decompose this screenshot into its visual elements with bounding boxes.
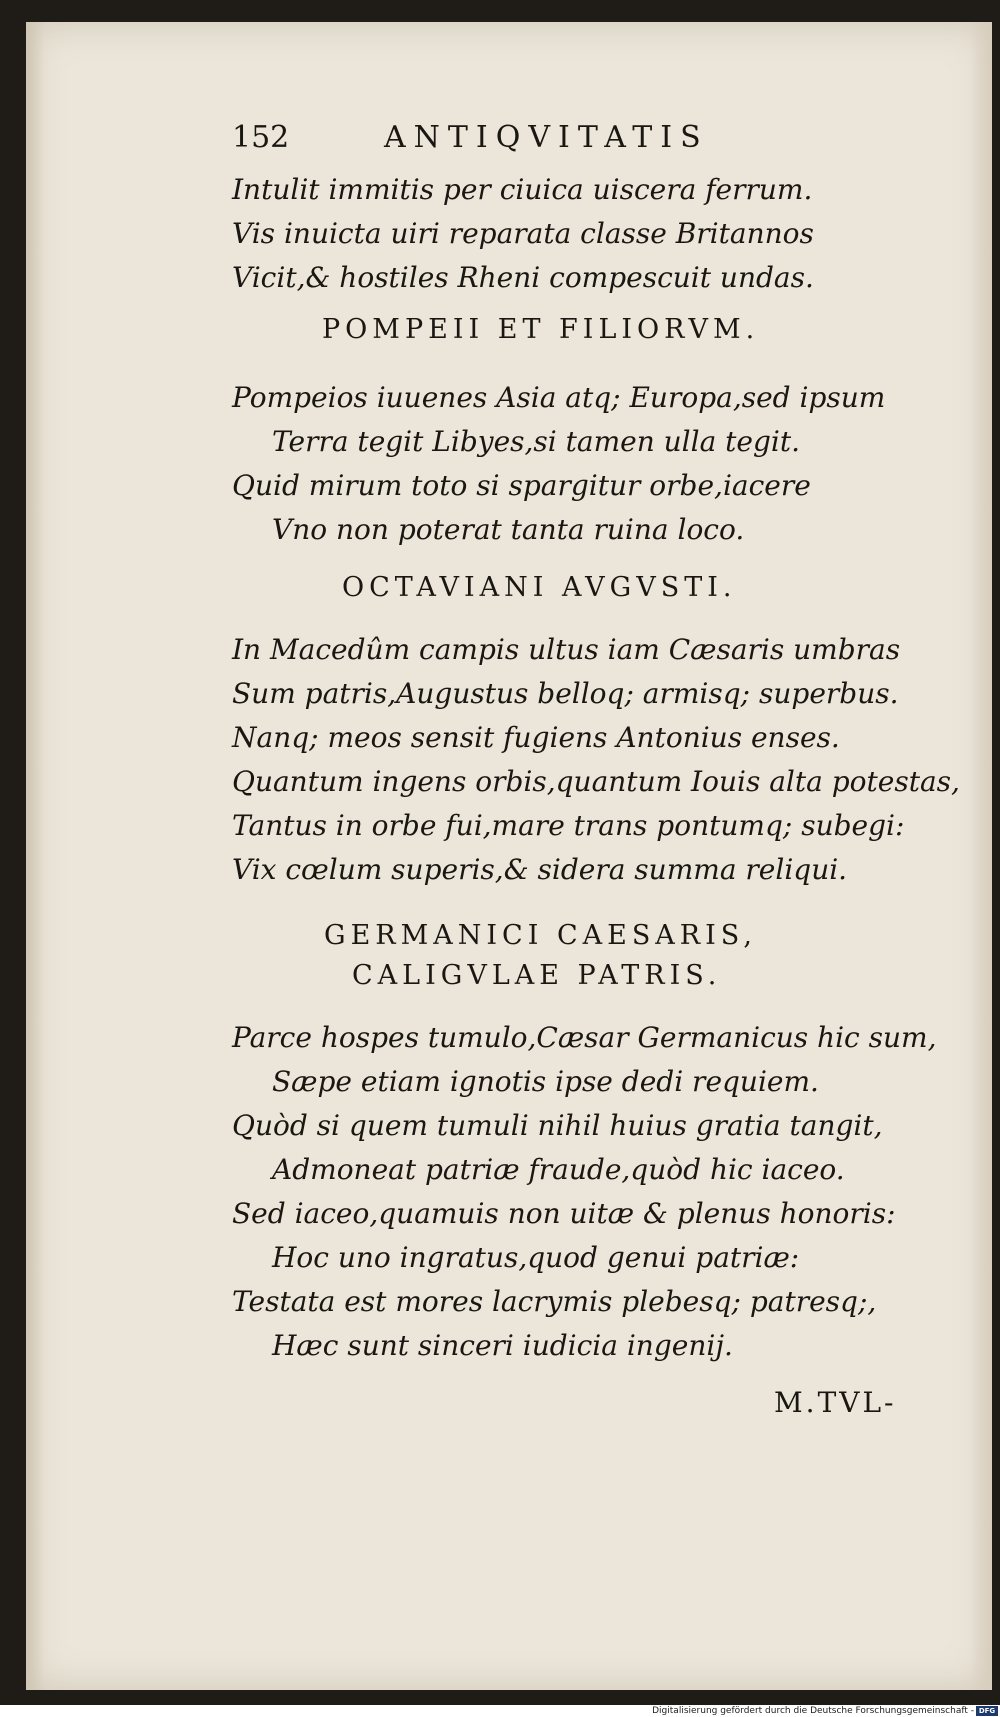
verse-line: Vix cœlum superis,& sidera summa reliqui. [232,853,848,886]
verse-line: Sæpe etiam ignotis ipse dedi requiem. [272,1065,819,1098]
section-heading-pompeii: POMPEII ET FILIORVM. [322,314,760,345]
verse-line: Parce hospes tumulo,Cæsar Germanicus hic sum, [232,1021,937,1054]
digitization-credit: Digitalisierung gefördert durch die Deutsche Forschungsgemeinschaft - [652,1706,974,1716]
verse-line: Terra tegit Libyes,si tamen ulla tegit. [272,425,801,458]
intro-verse [232,168,932,300]
verse-line: Tantus in orbe fui,mare trans pontumq; subegi: [232,809,905,842]
section-subheading-germanici: CALIGVLAE PATRIS. [352,960,722,991]
page-edge-shadow-right [970,22,992,1690]
verse-line: Pompeios iuuenes Asia atq; Europa,sed ipsum [232,381,886,414]
verse-line: Sum patris,Augustus belloq; armisq; superbus. [232,677,899,710]
digitization-footer [0,1705,1000,1717]
verse-line: Vicit,& hostiles Rheni compescuit undas. [232,261,814,294]
verse-line: Vno non poterat tanta ruina loco. [272,513,745,546]
verse-line: Nanq; meos sensit fugiens Antonius enses. [232,721,840,754]
verse-line: Quòd si quem tumuli nihil huius gratia tangit, [232,1109,883,1142]
verse-line: Testata est mores lacrymis plebesq; patresq;, [232,1285,877,1318]
page-text-block [232,120,960,1419]
verse-pompeii [232,376,932,552]
section-heading-germanici: GERMANICI CAESARIS, [324,920,757,951]
verse-line: Intulit immitis per ciuica uiscera ferrum. [232,173,813,206]
verse-line: Quid mirum toto si spargitur orbe,iacere [232,469,811,502]
dfg-logo-icon: DFG [976,1706,998,1716]
verse-line: Sed iaceo,quamuis non uitæ & plenus honoris: [232,1197,896,1230]
verse-line: In Macedûm campis ultus iam Cæsaris umbras [232,633,901,666]
verse-line: Admoneat patriæ fraude,quòd hic iaceo. [272,1153,845,1186]
page-edge-shadow-left [26,22,44,1690]
running-head-title: ANTIQVITATIS [384,120,709,155]
verse-octaviani [232,628,960,892]
page-number: 152 [232,120,290,155]
verse-line: Quantum ingens orbis,quantum Iouis alta potestas, [232,765,960,798]
verse-line: Hoc uno ingratus,quod genui patriæ: [272,1241,800,1274]
verse-line: Vis inuicta uiri reparata classe Britannos [232,217,814,250]
verse-line: Hæc sunt sinceri iudicia ingenij. [272,1329,733,1362]
section-heading-octaviani: OCTAVIANI AVGVSTI. [342,572,737,603]
verse-germanici [232,1016,937,1368]
running-head [232,120,932,168]
catchword: M.TVL- [774,1386,897,1419]
